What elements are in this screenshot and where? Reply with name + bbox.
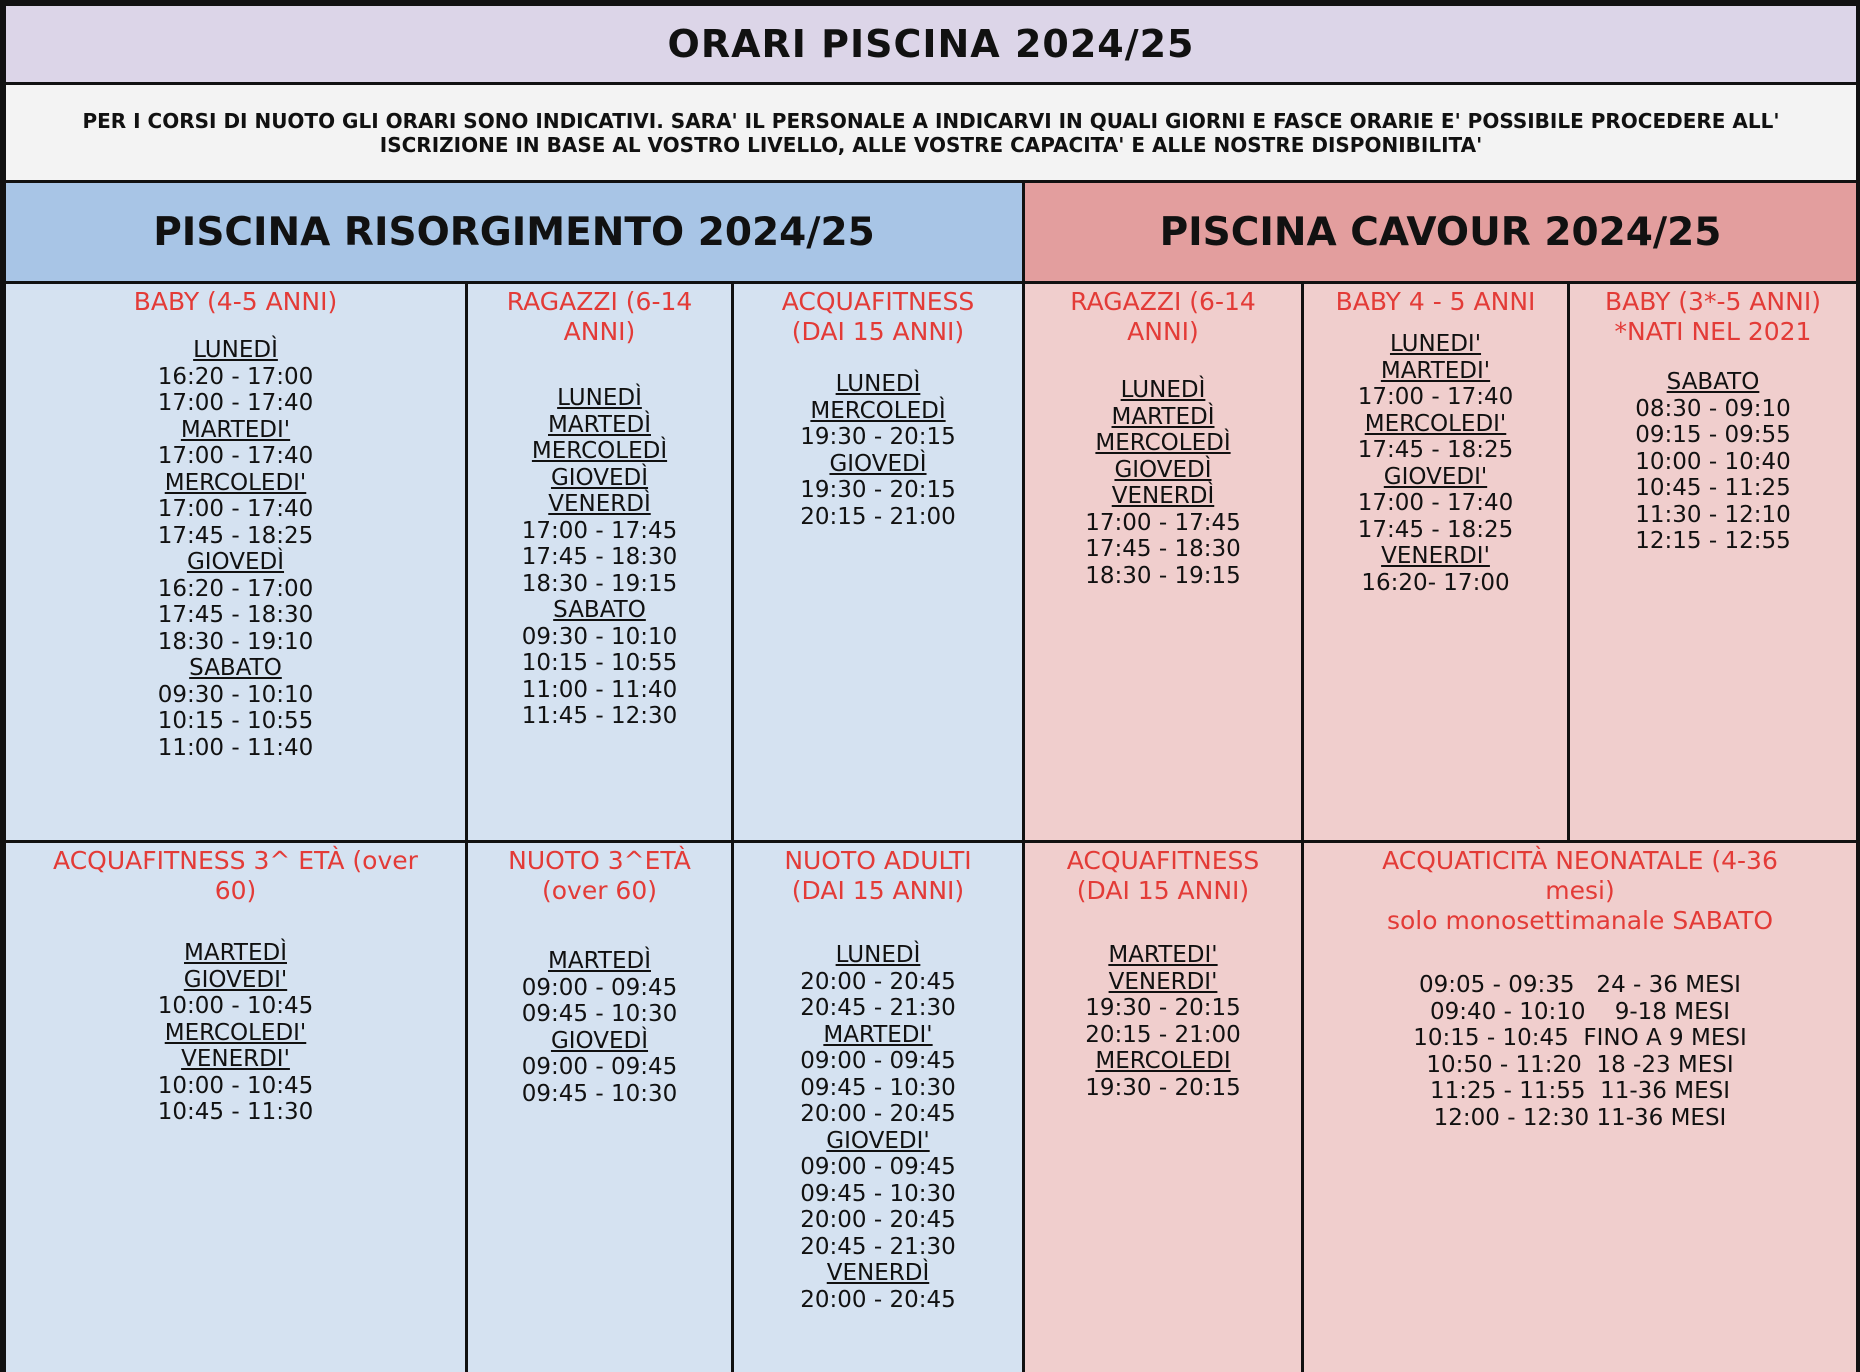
course-title [1025, 843, 1301, 906]
cavour-header [1025, 183, 1856, 284]
day-label: GIOVEDÌ [829, 450, 927, 477]
course-title-line: (DAI 15 ANNI) [791, 876, 965, 905]
time-slot: 09:45 - 10:30 [800, 1074, 956, 1101]
day-label: MARTEDÌ [548, 948, 651, 974]
time-slot: 10:00 - 10:40 [1635, 448, 1791, 475]
schedule-lines [6, 940, 465, 1126]
schedule-lines [734, 371, 1022, 530]
course-title-line: (DAI 15 ANNI) [791, 317, 965, 346]
time-slot: 20:00 - 20:45 [800, 968, 956, 995]
day-label: MARTEDI' [1108, 942, 1218, 968]
time-slot: 20:15 - 21:00 [800, 503, 956, 530]
time-slot: 17:00 - 17:45 [1085, 509, 1241, 536]
day-label: SABATO [1666, 369, 1760, 395]
course-title-line: RAGAZZI (6-14 [1070, 287, 1256, 316]
time-slot: 17:00 - 17:40 [157, 496, 314, 522]
day-label: MARTEDI' [180, 416, 291, 443]
course-cell [1025, 843, 1301, 1372]
time-slot: 17:45 - 18:30 [157, 602, 314, 628]
time-slot: 16:20 - 17:00 [157, 363, 314, 390]
course-cell [6, 284, 465, 840]
day-label: VENERDI' [1381, 543, 1490, 569]
course-title-line: (DAI 15 ANNI) [1076, 876, 1250, 905]
time-slot: 10:15 - 10:55 [157, 708, 314, 734]
day-label: MARTEDÌ [548, 411, 651, 438]
day-label: GIOVEDÌ [550, 464, 649, 491]
course-title-line: NUOTO 3^ETÀ [508, 846, 691, 875]
course-title-line: solo monosettimanale SABATO [1386, 906, 1774, 935]
time-slot: 17:00 - 17:40 [1357, 384, 1514, 410]
time-slot: 10:00 - 10:45 [157, 993, 314, 1019]
time-slot: 10:15 - 10:45 FINO A 9 MESI [1413, 1025, 1747, 1051]
time-slot: 16:20- 17:00 [1361, 569, 1510, 596]
grid-line [6, 840, 1856, 843]
course-title-line: ACQUAFITNESS [1066, 846, 1260, 875]
course-cell [1304, 284, 1567, 840]
day-label: VENERDI' [1108, 968, 1218, 995]
course-title [1570, 284, 1856, 347]
time-slot: 20:00 - 20:45 [800, 1207, 956, 1233]
time-slot: 09:05 - 09:35 24 - 36 MESI [1419, 972, 1741, 998]
course-title-line: RAGAZZI (6-14 [506, 287, 693, 316]
schedule-lines [1570, 369, 1856, 555]
time-slot: 09:45 - 10:30 [800, 1180, 956, 1207]
day-label: LUNEDÌ [835, 942, 921, 968]
day-label: LUNEDI' [1389, 331, 1482, 357]
time-slot: 18:30 - 19:15 [1085, 562, 1241, 589]
course-cell [1304, 843, 1856, 1372]
time-slot: 16:20 - 17:00 [157, 575, 314, 602]
course-cell [1025, 284, 1301, 840]
time-slot: 08:30 - 09:10 [1635, 395, 1791, 422]
notice-text: PER I CORSI DI NUOTO GLI ORARI SONO INDICATIVI. SARA' IL PERSONALE A INDICARVI IN QUALI GIORNI E FASCE ORARIE E' POSSIBILE PROCEDERE ALL' ISCRIZIONE IN BASE AL VOSTRO LIVELLO, ALLE VOSTRE CAPACITA' E ALLE NOSTRE DISPONIBILITA' [82, 108, 1780, 157]
time-slot: 20:45 - 21:30 [800, 995, 956, 1021]
day-label: GIOVEDÌ [550, 1027, 649, 1054]
day-label: MERCOLEDÌ [1095, 430, 1231, 456]
schedule-lines [6, 337, 465, 761]
day-label: MERCOLEDI' [1364, 410, 1507, 437]
course-title-line: ANNI) [563, 317, 636, 346]
course-title-line: ACQUATICITÀ NEONATALE (4-36 [1382, 846, 1778, 875]
course-title [1025, 284, 1301, 347]
course-title-line: mesi) [1545, 876, 1615, 905]
course-title-line: ACQUAFITNESS [781, 287, 975, 316]
course-title [734, 284, 1022, 347]
course-title [1304, 843, 1856, 936]
title-bar [6, 6, 1856, 85]
time-slot: 17:00 - 17:40 [157, 443, 314, 469]
day-label: MERCOLEDÌ [531, 438, 668, 464]
course-title [734, 843, 1022, 906]
day-label: GIOVEDÌ [186, 549, 285, 575]
time-slot: 11:00 - 11:40 [157, 734, 314, 761]
day-label: VENERDI' [181, 1046, 290, 1072]
day-label: LUNEDÌ [193, 337, 278, 363]
day-label: MERCOLEDI' [164, 469, 307, 496]
day-label: GIOVEDI' [1383, 463, 1488, 490]
grid-line [1301, 284, 1304, 1372]
schedule-lines [1304, 331, 1567, 596]
course-title-line: (over 60) [541, 876, 657, 905]
day-label: GIOVEDÌ [1114, 456, 1212, 483]
day-label: MARTEDI' [1380, 357, 1491, 384]
day-label: MARTEDÌ [1111, 403, 1215, 430]
course-title-line: NUOTO ADULTI [784, 846, 972, 875]
time-slot: 17:45 - 18:30 [1085, 536, 1241, 562]
time-slot: 11:25 - 11:55 11-36 MESI [1429, 1078, 1730, 1104]
time-slot: 09:15 - 09:55 [1635, 422, 1791, 448]
time-slot: 09:40 - 10:10 9-18 MESI [1430, 998, 1730, 1025]
schedule-lines [1025, 377, 1301, 589]
course-title-line: BABY (4-5 ANNI) [133, 287, 338, 316]
grid-line [1567, 284, 1570, 840]
grid-line [465, 284, 468, 1372]
time-slot: 18:30 - 19:10 [157, 628, 314, 655]
risorgimento-header [6, 183, 1025, 284]
course-title [6, 284, 465, 317]
time-slot: 19:30 - 20:15 [1085, 1074, 1241, 1101]
day-label: MERCOLEDÌ [810, 397, 946, 424]
schedule-lines [468, 385, 731, 730]
grid-line [731, 284, 734, 1372]
time-slot: 17:00 - 17:45 [521, 517, 678, 544]
page-title: ORARI PISCINA 2024/25 [667, 22, 1195, 66]
time-slot: 09:00 - 09:45 [521, 974, 678, 1001]
course-title-line: ANNI) [1127, 317, 1199, 346]
course-cell [6, 843, 465, 1372]
course-title-line: BABY 4 - 5 ANNI [1335, 287, 1536, 316]
time-slot: 20:00 - 20:45 [800, 1286, 956, 1313]
course-title-line: *NATI NEL 2021 [1614, 317, 1812, 346]
course-cell [734, 843, 1022, 1372]
day-label: MERCOLEDI [1095, 1048, 1231, 1074]
time-slot: 11:00 - 11:40 [521, 676, 678, 703]
time-slot: 17:00 - 17:40 [157, 390, 314, 416]
course-cell [468, 284, 731, 840]
course-title [468, 284, 731, 347]
day-label: LUNEDÌ [835, 371, 921, 397]
time-slot: 09:45 - 10:30 [521, 1080, 678, 1107]
time-slot: 17:45 - 18:30 [521, 544, 678, 570]
day-label: MERCOLEDI' [164, 1019, 307, 1046]
schedule-lines [1025, 942, 1301, 1101]
course-title [468, 843, 731, 906]
time-slot: 12:15 - 12:55 [1635, 528, 1791, 554]
time-slot: 10:15 - 10:55 [521, 650, 678, 676]
day-label: VENERDÌ [1111, 483, 1215, 509]
course-cell [468, 843, 731, 1372]
day-label: SABATO [553, 597, 646, 623]
time-slot: 19:30 - 20:15 [1085, 995, 1241, 1021]
course-title-line: 60) [214, 876, 257, 905]
day-label: MARTEDÌ [184, 940, 287, 966]
time-slot: 20:45 - 21:30 [800, 1233, 956, 1260]
time-slot: 20:00 - 20:45 [800, 1101, 956, 1127]
cavour-heading: PISCINA CAVOUR 2024/25 [1159, 209, 1722, 255]
course-cell [734, 284, 1022, 840]
grid-line [1022, 183, 1025, 1372]
day-label: MARTEDI' [823, 1021, 933, 1048]
time-slot: 17:00 - 17:40 [1357, 490, 1514, 516]
time-slot: 09:00 - 09:45 [800, 1154, 956, 1180]
schedule-lines [734, 942, 1022, 1313]
time-slot: 20:15 - 21:00 [1085, 1021, 1241, 1048]
schedule-lines [468, 948, 731, 1107]
time-slot: 19:30 - 20:15 [800, 424, 956, 450]
time-slot: 10:45 - 11:25 [1635, 475, 1791, 501]
time-slot: 12:00 - 12:30 11-36 MESI [1433, 1104, 1727, 1131]
time-slot: 11:30 - 12:10 [1635, 501, 1791, 528]
time-slot: 17:45 - 18:25 [1357, 516, 1514, 543]
time-slot: 19:30 - 20:15 [800, 477, 956, 503]
time-slot: 10:45 - 11:30 [157, 1099, 314, 1125]
time-slot: 09:00 - 09:45 [521, 1054, 678, 1080]
day-label: VENERDÌ [826, 1260, 930, 1286]
time-slot: 09:45 - 10:30 [521, 1001, 678, 1027]
time-slot: 10:50 - 11:20 18 -23 MESI [1426, 1051, 1734, 1078]
time-slot: 18:30 - 19:15 [521, 570, 678, 597]
day-label: LUNEDÌ [1120, 377, 1206, 403]
time-slot: 10:00 - 10:45 [157, 1072, 314, 1099]
day-label: LUNEDÌ [557, 385, 642, 411]
day-label: SABATO [189, 655, 282, 681]
course-title [6, 843, 465, 906]
day-label: VENERDÌ [548, 491, 651, 517]
time-slot: 11:45 - 12:30 [521, 703, 678, 729]
schedule-lines [1304, 972, 1856, 1131]
time-slot: 09:00 - 09:45 [800, 1048, 956, 1074]
time-slot: 17:45 - 18:25 [1357, 437, 1514, 463]
course-title [1304, 284, 1567, 317]
course-title-line: BABY (3*-5 ANNI) [1605, 287, 1821, 316]
time-slot: 09:30 - 10:10 [157, 681, 314, 708]
day-label: GIOVEDI' [183, 966, 288, 993]
time-slot: 09:30 - 10:10 [521, 623, 678, 650]
time-slot: 17:45 - 18:25 [157, 522, 314, 549]
notice-bar [6, 85, 1856, 183]
risorgimento-heading: PISCINA RISORGIMENTO 2024/25 [153, 209, 875, 255]
course-title-line: ACQUAFITNESS 3^ ETÀ (over [53, 846, 418, 875]
day-label: GIOVEDI' [826, 1127, 930, 1154]
course-cell [1570, 284, 1856, 840]
